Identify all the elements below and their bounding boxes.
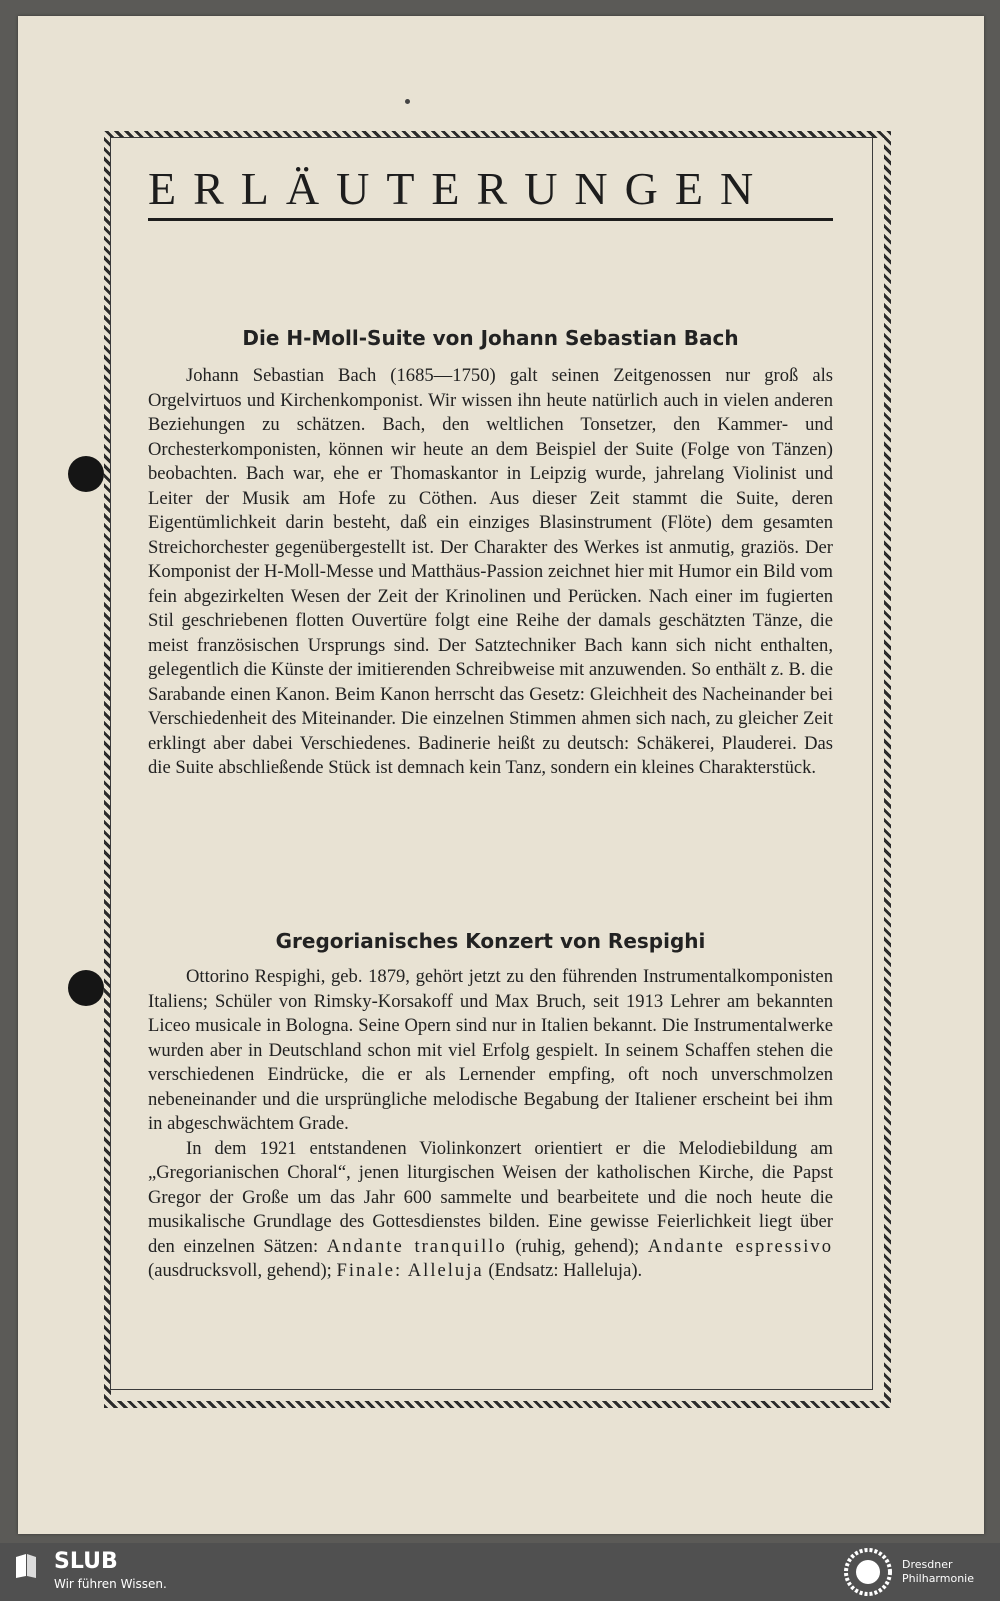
movement-desc: (ausdrucksvoll, gehend); xyxy=(148,1260,332,1281)
movement-name: Andante tranquillo xyxy=(326,1235,507,1257)
slub-logo-icon xyxy=(14,1553,38,1579)
punch-hole xyxy=(68,970,104,1006)
paragraph: Johann Sebastian Bach (1685—1750) galt seinen Zeitgenossen nur groß als Orgelvirtuos und Kirchenkomponist. Wir wissen ihn heute natürlich auch in vielen anderen Beziehungen zu schätzen. Bach, den weltlichen Tonsetzer, den Kammer- und Orchesterkomponisten, können wir heute an dem Beispiel der Suite (Folge von Tänzen) beobachten. Bach war, ehe er Thomaskantor in Leipzig wurde, jahrelang Violinist und Leiter der Musik am Hofe zu Cöthen. Aus dieser Zeit stammt die Suite, deren Eigentümlichkeit darin besteht, daß ein einziges Blasinstrument (Flöte) dem gesamten Streichorchester gegenübergestellt ist. Der Charakter des Werkes ist anmutig, graziös. Der Komponist der H-Moll-Messe und Matthäus-Passion zeichnet hier mit Humor ein Bild vom fein abgezirkelten Wesen der Zeit der Krinolinen und Perücken. Nach einer im fugierten Stil geschriebenen flotten Ouvertüre folgt eine Reihe der damals geschätzten Tänze, die meist französischen Ursprungs sind. Der Satztechniker Bach kann sich nicht enthalten, gelegentlich die Künste der imitierenden Schreibweise mit anzuwenden. So enthält z. B. die Sarabande einen Kanon. Beim Kanon herrscht das Gesetz: Gleichheit des Nacheinander bei Verschiedenheit des Miteinander. Die einzelnen Stimmen ahmen sich nach, zu gleicher Zeit erklingt aber dabei Verschiedenes. Badinerie heißt zu deutsch: Schäkerei, Plauderei. Das die Suite abschließende Stück ist demnach kein Tanz, sondern ein kleines Charakterstück. xyxy=(148,365,833,778)
punch-hole xyxy=(68,456,104,492)
movement-desc: (Endsatz: Halleluja). xyxy=(488,1260,643,1281)
philharmonie-name xyxy=(902,1558,974,1586)
section-heading-respighi: Gregorianisches Konzert von Respighi xyxy=(275,929,706,953)
footer-bar xyxy=(0,1543,1000,1601)
section-body-respighi xyxy=(148,965,833,1284)
movement-name: Finale: Alleluja xyxy=(336,1260,484,1281)
philharmonie-line2: Philharmonie xyxy=(902,1572,974,1585)
section-body-bach xyxy=(148,364,833,781)
ink-dot xyxy=(405,99,410,104)
section-heading-bach: Die H-Moll-Suite von Johann Sebastian Bach xyxy=(242,326,739,350)
slub-name: SLUB xyxy=(54,1549,118,1574)
philharmonie-logo-icon xyxy=(844,1548,892,1596)
paragraph xyxy=(148,1137,833,1284)
movement-name: Andante espressivo xyxy=(647,1235,834,1257)
slub-tagline: Wir führen Wissen. xyxy=(54,1577,167,1591)
paragraph: Ottorino Respighi, geb. 1879, gehört jetzt zu den führenden Instrumentalkomponisten Italiens; Schüler von Rimsky-Korsakoff und Max Bruch, seit 1913 Lehrer am bekannten Liceo musicale in Bologna. Seine Opern sind nur in Italien bekannt. Die Instrumentalwerke wurden aber in Deutschland schon mit viel Erfolg gespielt. In seinem Schaffen stehen die verschiedenen Eindrücke, die er als Lernender empfing, oft noch unverschmolzen nebeneinander und die ursprüngliche melodische Begabung der Italiener erscheint bei ihm in abgeschwächtem Grade. xyxy=(148,966,833,1134)
movement-desc: (ruhig, gehend); xyxy=(515,1235,640,1257)
page-title: ERLÄUTERUNGEN xyxy=(148,166,833,221)
philharmonie-line1: Dresdner xyxy=(902,1558,953,1571)
paragraph-text: In dem 1921 entstandenen Violinkonzert orientiert er die Melodiebildung am „Gregorianischen Choral“, jenen liturgischen Weisen der katholischen Kirche, die Papst Gregor der Große um das Jahr 600 sammelte und bearbeitete und die noch heute die musikalische Grundlage des Gottesdienstes bilden. Eine gewisse Feierlichkeit liegt über den einzelnen Sätzen: xyxy=(148,1137,833,1257)
